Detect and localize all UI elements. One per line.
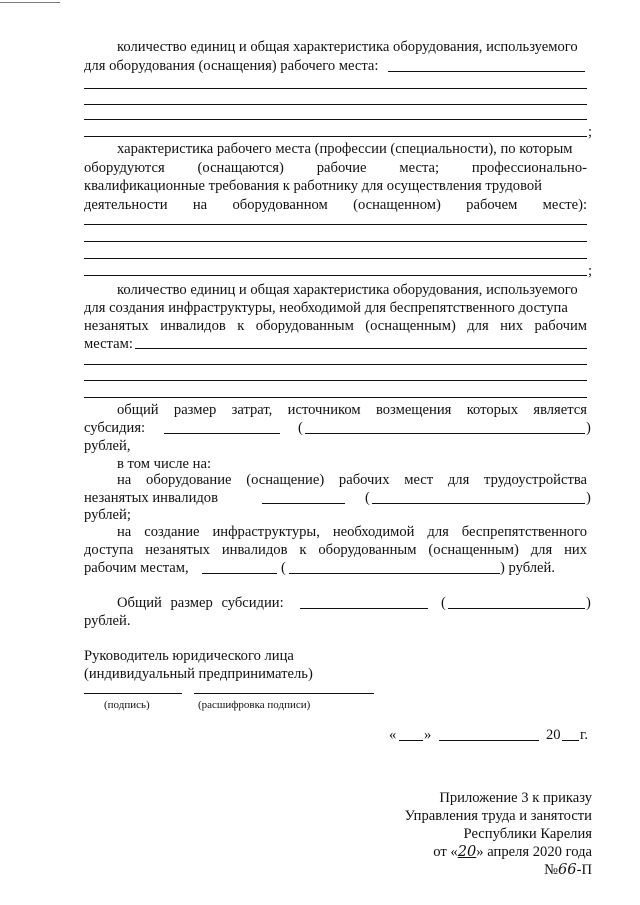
scan-edge-mark <box>0 2 60 3</box>
appendix-day: 20 <box>457 843 477 860</box>
costs-words-blank <box>305 433 585 434</box>
infra-amount-blank <box>202 573 277 574</box>
section2-blank-3 <box>84 258 587 259</box>
costs-line1: общий размер затрат, источником возмещения которых является <box>117 402 587 418</box>
section3-blank-3 <box>84 397 587 398</box>
appendix-date-suffix: » апреля 2020 года <box>476 844 592 860</box>
appendix-date <box>433 843 592 861</box>
section3-line3: незанятых инвалидов к оборудованным (оснащенным) для них рабочим <box>84 318 587 334</box>
date-year-suffix: г. <box>580 727 588 743</box>
section1-blank-inline <box>388 71 585 72</box>
costs-close-paren: ) <box>586 420 591 436</box>
infra-line2: доступа незанятых инвалидов к оборудованным (оснащенным) для них <box>84 542 587 558</box>
equip-close-paren: ) <box>586 490 591 506</box>
equip-line2: незанятых инвалидов <box>84 490 218 506</box>
section3-blank-2 <box>84 380 587 381</box>
appendix-line3: Республики Карелия <box>463 826 592 842</box>
total-rubles: рублей. <box>84 613 131 629</box>
section1-line2: для оборудования (оснащения) рабочего места: <box>84 58 379 74</box>
infra-rubles: ) рублей. <box>500 560 555 576</box>
section2-line1: характеристика рабочего места (профессии (специальности), по которым <box>117 141 573 157</box>
equip-rubles: рублей; <box>84 507 131 523</box>
section2-line4: деятельности на оборудованном (оснащенном) рабочем месте): <box>84 197 587 213</box>
head-line1: Руководитель юридического лица <box>84 648 294 664</box>
total-amount-blank <box>300 608 428 609</box>
section1-blank-2 <box>84 104 587 105</box>
section1-terminator: ; <box>588 124 593 140</box>
total-open-paren: ( <box>441 595 446 611</box>
section3-line4: местам: <box>84 336 133 352</box>
section3-line2: для создания инфраструктуры, необходимой для беспрепятственного доступа <box>84 300 568 316</box>
equip-line1: на оборудование (оснащение) рабочих мест для трудоустройства <box>117 472 587 488</box>
section3-line1: количество единиц и общая характеристика оборудования, используемого <box>117 282 578 298</box>
date-open-quote: « <box>389 727 397 743</box>
equip-amount-blank <box>262 503 345 504</box>
date-close-quote: » <box>424 727 432 743</box>
infra-open-paren: ( <box>281 560 286 576</box>
section2-blank-1 <box>84 224 587 225</box>
equip-open-paren: ( <box>365 490 370 506</box>
appendix-number-suffix: -П <box>576 862 592 878</box>
infra-line1: на создание инфраструктуры, необходимой для беспрепятственного <box>117 524 587 540</box>
section1-line1: количество единиц и общая характеристика оборудования, используемого <box>117 39 578 55</box>
section2-line3: квалификационные требования к работнику для осуществления трудовой <box>84 178 542 194</box>
equip-words-blank <box>372 503 585 504</box>
appendix-number-prefix: № <box>544 862 559 878</box>
section1-blank-3 <box>84 119 587 120</box>
section3-blank-1 <box>84 364 587 365</box>
costs-line2: субсидия: <box>84 420 146 436</box>
date-year-blank <box>562 740 579 741</box>
section1-blank-4 <box>84 136 587 137</box>
total-label: Общий размер субсидии: <box>117 595 284 611</box>
appendix-number-value: 66 <box>558 861 577 878</box>
costs-amount-blank <box>164 433 280 434</box>
costs-including: в том числе на: <box>117 456 212 472</box>
total-close-paren: ) <box>586 595 591 611</box>
date-day-blank <box>399 740 423 741</box>
section3-blank-inline <box>135 348 587 349</box>
signature-blank <box>84 693 182 694</box>
section2-line2: оборудуются (оснащаются) рабочие места; профессионально- <box>84 160 587 176</box>
section1-blank-1 <box>84 88 587 89</box>
infra-line3: рабочим местам, <box>84 560 189 576</box>
section2-blank-2 <box>84 241 587 242</box>
signature-decode-caption: (расшифровка подписи) <box>198 699 311 711</box>
head-line2: (индивидуальный предприниматель) <box>84 666 313 682</box>
appendix-date-prefix: от « <box>433 844 458 860</box>
date-month-blank <box>439 740 539 741</box>
total-words-blank <box>448 608 585 609</box>
section2-terminator: ; <box>588 263 593 279</box>
costs-rubles: рублей, <box>84 438 131 454</box>
costs-open-paren: ( <box>298 420 303 436</box>
section2-blank-4 <box>84 275 587 276</box>
appendix-number <box>544 861 592 879</box>
infra-words-blank <box>289 573 500 574</box>
signature-decode-blank <box>194 693 374 694</box>
appendix-line1: Приложение 3 к приказу <box>439 790 592 806</box>
appendix-line2: Управления труда и занятости <box>404 808 592 824</box>
date-year-prefix: 20 <box>546 727 561 743</box>
signature-caption: (подпись) <box>104 699 150 711</box>
